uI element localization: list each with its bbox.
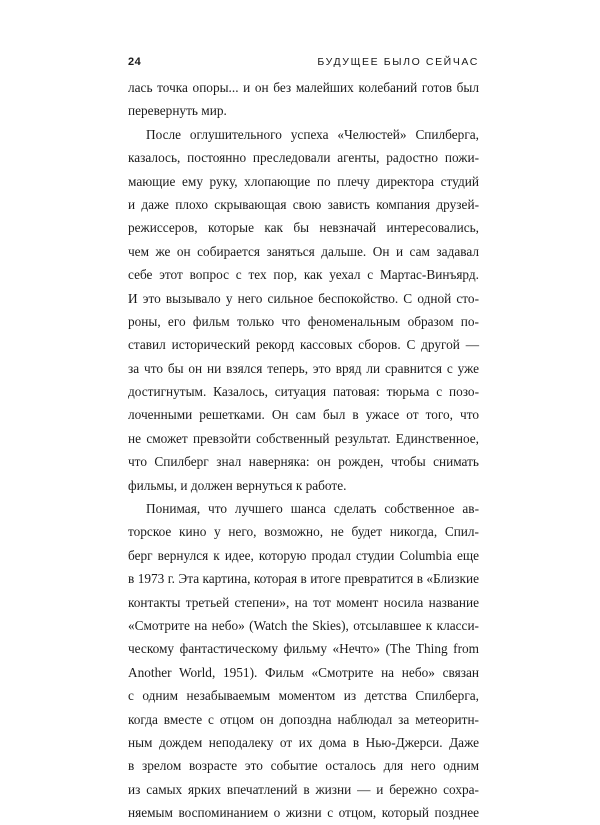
- text-line: режиссеров, которые как бы невзначай интересовались,: [128, 220, 479, 236]
- text-line: ческому фантастическому фильму «Нечто» (The Thing from: [128, 641, 479, 657]
- text-line: мающие ему руку, хлопающие по плечу директора студий: [128, 173, 479, 189]
- text-line: И это вызывало у него сильное беспокойство. С одной сто-: [128, 290, 479, 306]
- text-line: в 1973 г. Эта картина, которая в итоге превратится в «Близкие: [128, 571, 479, 587]
- text-line: себе этот вопрос с тех пор, как уехал с Мартас-Винъярд.: [128, 267, 479, 283]
- text-line: чем же он собирается заняться дальше. Он и сам задавал: [128, 243, 479, 259]
- text-line: После оглушительного успеха «Челюстей» Спилберга,: [146, 126, 479, 142]
- text-line: что Спилберг знал наверняка: он рожден, чтобы снимать: [128, 454, 479, 470]
- running-head: БУДУЩЕЕ БЫЛО СЕЙЧАС: [317, 56, 479, 68]
- text-line: лась точка опоры... и он без малейших колебаний готов был: [128, 80, 479, 95]
- text-line: и даже плохо скрывающая свою зависть компания друзей-: [128, 196, 479, 212]
- text-line: когда вместе с отцом он допоздна наблюдал за метеоритн-: [128, 711, 479, 727]
- text-line: с одним незабываемым моментом из детства Спилберга,: [128, 688, 479, 704]
- text-line: Another World, 1951). Фильм «Смотрите на небо» связан: [128, 664, 479, 680]
- text-line: Понимая, что лучшего шанса сделать собственное ав-: [146, 501, 479, 517]
- text-line: достигнутым. Казалось, ситуация патовая: тюрьма с позо-: [128, 384, 479, 400]
- text-line: контакты третьей степени», на тот момент носила название: [128, 594, 479, 610]
- paragraph: [128, 76, 479, 123]
- text-line: из самых ярких впечатлений в жизни — и бережно сохра-: [128, 781, 479, 797]
- text-line: няемым воспоминанием о жизни с отцом, который позднее: [128, 805, 479, 821]
- text-line: лоченными решетками. Он сам был в ужасе от того, что: [128, 407, 479, 423]
- text-line: берг вернулся к идее, которую продал студии Columbia еще: [128, 547, 479, 563]
- paragraph: [128, 497, 479, 824]
- text-line: перевернуть мир.: [128, 103, 227, 119]
- text-line: не сможет превзойти собственный результат. Единственное,: [128, 430, 479, 446]
- text-line: фильмы, и должен вернуться к работе.: [128, 477, 347, 493]
- text-line: в зрелом возрасте это событие осталось для него одним: [128, 758, 479, 774]
- body-text: [128, 76, 479, 825]
- text-line: ным дождем неподалеку от их дома в Нью-Джерси. Даже: [128, 734, 479, 750]
- text-line: торское кино у него, возможно, не будет никогда, Спил-: [128, 524, 479, 540]
- text-line: ставил исторический рекорд кассовых сборов. С другой —: [128, 337, 479, 353]
- paragraph: [128, 123, 479, 497]
- text-line: за что бы он ни взялся теперь, это вряд ли сравнится с уже: [128, 360, 479, 376]
- text-line: роны, его фильм только что феноменальным образом по-: [128, 313, 479, 329]
- text-line: «Смотрите на небо» (Watch the Skies), отсылавшее к класси-: [128, 617, 479, 633]
- page-number: 24: [128, 56, 142, 68]
- page-header: [128, 56, 479, 68]
- text-line: казалось, постоянно преследовали агенты, радостно пожи-: [128, 150, 479, 166]
